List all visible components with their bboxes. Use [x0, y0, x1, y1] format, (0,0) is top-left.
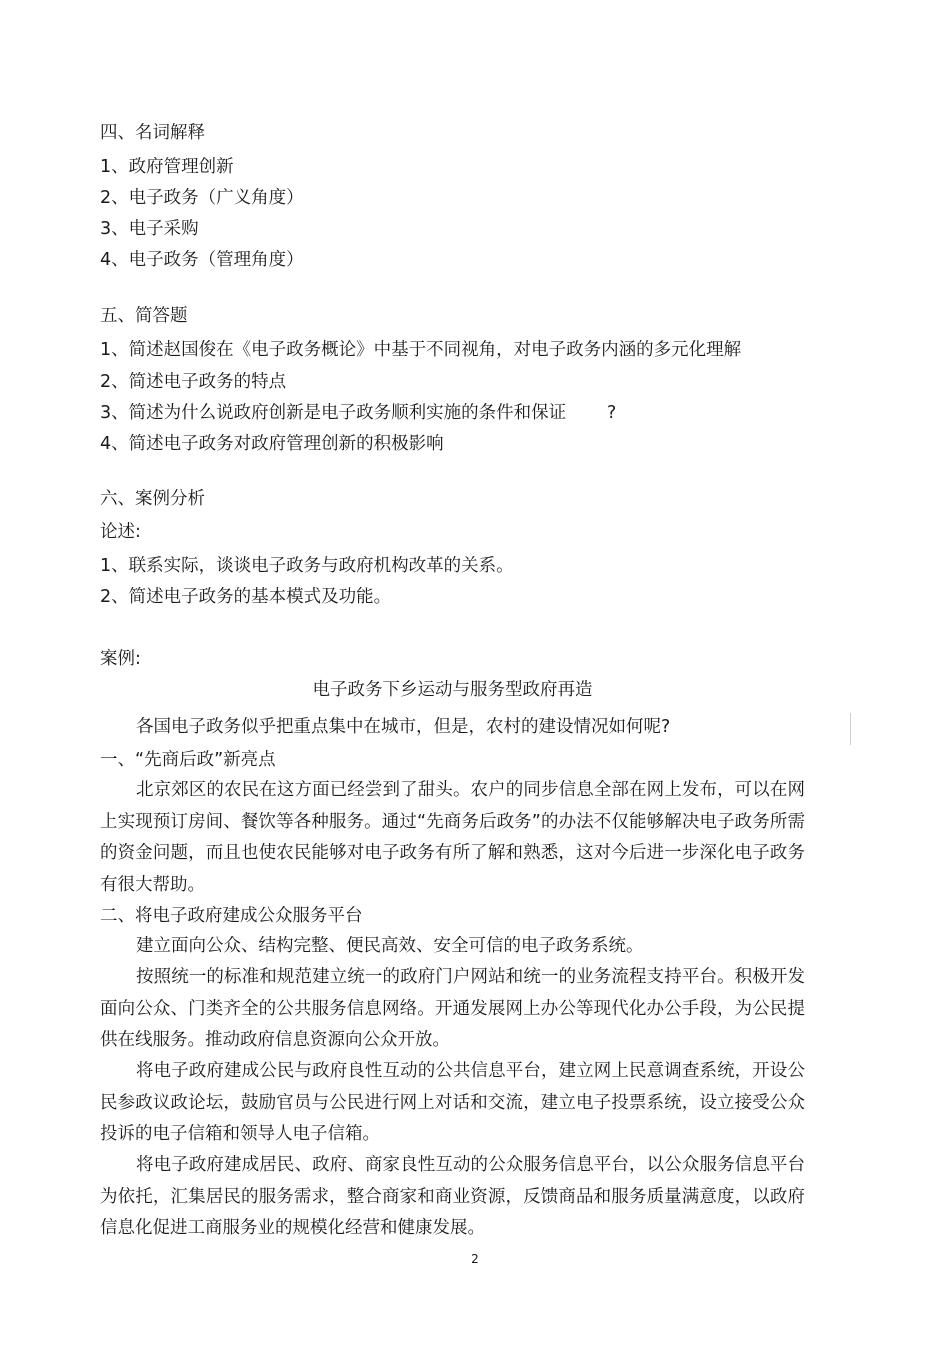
case-part-2-paragraph-3: 将电子政府建成公民与政府良性互动的公共信息平台，建立网上民意调查系统，开设公民参政议政论坛，鼓励官员与公民进行网上对话和交流，建立电子投票系统，设立接受公众投诉的电子信箱和领导人电子信箱。 [100, 1061, 805, 1144]
case-title: 电子政务下乡运动与服务型政府再造 [312, 680, 593, 700]
essay-label: 论述: [100, 522, 141, 542]
section-5-item-3-question-mark: ? [607, 403, 617, 423]
section-5-item-3: 3、简述为什么说政府创新是电子政务顺利实施的条件和保证 [100, 403, 567, 423]
case-part-1-paragraph: 北京郊区的农民在这方面已经尝到了甜头。农户的同步信息全部在网上发布，可以在网上实现预订房间、餐饮等各种服务。通过“先商务后政务”的办法不仅能够解决电子政务所需的资金问题，而且也使农民能够对电子政务有所了解和熟悉，这对今后进一步深化电子政务有很大帮助。 [100, 780, 805, 895]
section-4-item-1: 1、政府管理创新 [100, 157, 234, 177]
section-4-item-2: 2、电子政务（广义角度） [100, 188, 304, 208]
section-5-item-1: 1、简述赵国俊在《电子政务概论》中基于不同视角，对电子政务内涵的多元化理解 [100, 340, 742, 360]
section-5-item-4: 4、简述电子政务对政府管理创新的积极影响 [100, 434, 444, 454]
section-6-heading: 六、案例分析 [100, 489, 205, 509]
case-part-2-heading: 二、将电子政府建成公众服务平台 [100, 906, 363, 926]
section-4-heading: 四、名词解释 [100, 123, 205, 143]
case-label: 案例: [100, 649, 141, 669]
page-number: 2 [471, 1252, 479, 1266]
page-edge-mark [850, 713, 851, 745]
case-part-2-paragraph-1: 建立面向公众、结构完整、便民高效、安全可信的电子政务系统。 [136, 936, 644, 956]
section-4-item-4: 4、电子政务（管理角度） [100, 250, 304, 270]
case-part-1-heading: 一、“先商后政”新亮点 [100, 750, 276, 770]
section-6-item-1: 1、联系实际，谈谈电子政务与政府机构改革的关系。 [100, 556, 514, 576]
section-4-item-3: 3、电子采购 [100, 219, 199, 239]
case-intro: 各国电子政务似乎把重点集中在城市，但是，农村的建设情况如何呢? [136, 717, 671, 737]
section-6-item-2: 2、简述电子政务的基本模式及功能。 [100, 587, 392, 607]
case-part-2-paragraph-2: 按照统一的标准和规范建立统一的政府门户网站和统一的业务流程支持平台。积极开发面向公众、门类齐全的公共服务信息网络。开通发展网上办公等现代化办公手段，为公民提供在线服务。推动政府信息资源向公众开放。 [100, 967, 805, 1050]
section-5-item-2: 2、简述电子政务的特点 [100, 372, 287, 392]
section-5-heading: 五、简答题 [100, 306, 188, 326]
case-part-2-paragraph-4: 将电子政府建成居民、政府、商家良性互动的公众服务信息平台，以公众服务信息平台为依托，汇集居民的服务需求，整合商家和商业资源，反馈商品和服务质量满意度，以政府信息化促进工商服务业的规模化经营和健康发展。 [100, 1155, 805, 1238]
